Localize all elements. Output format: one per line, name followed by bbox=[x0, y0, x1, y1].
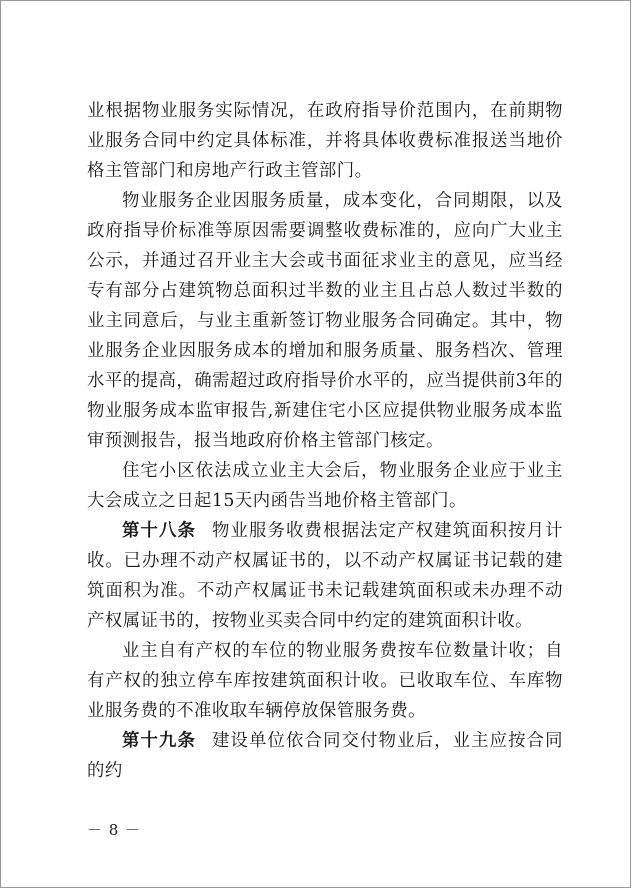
page-number: － 8 － bbox=[87, 821, 142, 839]
article-19-text: 建设单位依合同交付物业后，业主应按合同的约 bbox=[87, 731, 563, 781]
article-18-paragraph bbox=[87, 516, 563, 636]
paragraph-2 bbox=[87, 186, 563, 456]
paragraph-5-text: 业主自有产权的车位的物业服务费按车位数量计收；自有产权的独立停车库按建筑面积计收。已收取车位、车库物业服务费的不准收取车辆停放保管服务费。 bbox=[87, 641, 563, 721]
paragraph-1 bbox=[87, 96, 563, 186]
paragraph-3 bbox=[87, 456, 563, 516]
document-body bbox=[87, 96, 563, 786]
paragraph-2-text: 物业服务企业因服务质量，成本变化，合同期限，以及政府指导价标准等原因需要调整收费标准的，应向广大业主公示，并通过召开业主大会或书面征求业主的意见，应当经专有部分占建筑物总面积过半数的业主且占总人数过半数的业主同意后，与业主重新签订物业服务合同确定。其中，物业服务企业因服务成本的增加和服务质量、服务档次、管理水平的提高，确需超过政府指导价水平的，应当提供前3年的物业服务成本监审报告,新建住宅小区应提供物业服务成本监审预测报告，报当地政府价格主管部门核定。 bbox=[87, 191, 563, 451]
paragraph-3-text: 住宅小区依法成立业主大会后，物业服务企业应于业主大会成立之日起15天内函告当地价格主管部门。 bbox=[87, 461, 563, 511]
paragraph-1-text: 业根据物业服务实际情况，在政府指导价范围内，在前期物业服务合同中约定具体标准，并将具体收费标准报送当地价格主管部门和房地产行政主管部门。 bbox=[87, 101, 563, 181]
article-18-text: 物业服务收费根据法定产权建筑面积按月计收。已办理不动产权属证书的，以不动产权属证书记载的建筑面积为准。不动产权属证书未记载建筑面积或未办理不动产权属证书的，按物业买卖合同中约定的建筑面积计收。 bbox=[87, 521, 563, 631]
article-19-paragraph bbox=[87, 726, 563, 786]
paragraph-5 bbox=[87, 636, 563, 726]
article-19-label: 第十九条 bbox=[122, 731, 197, 751]
article-18-label: 第十八条 bbox=[122, 521, 197, 541]
